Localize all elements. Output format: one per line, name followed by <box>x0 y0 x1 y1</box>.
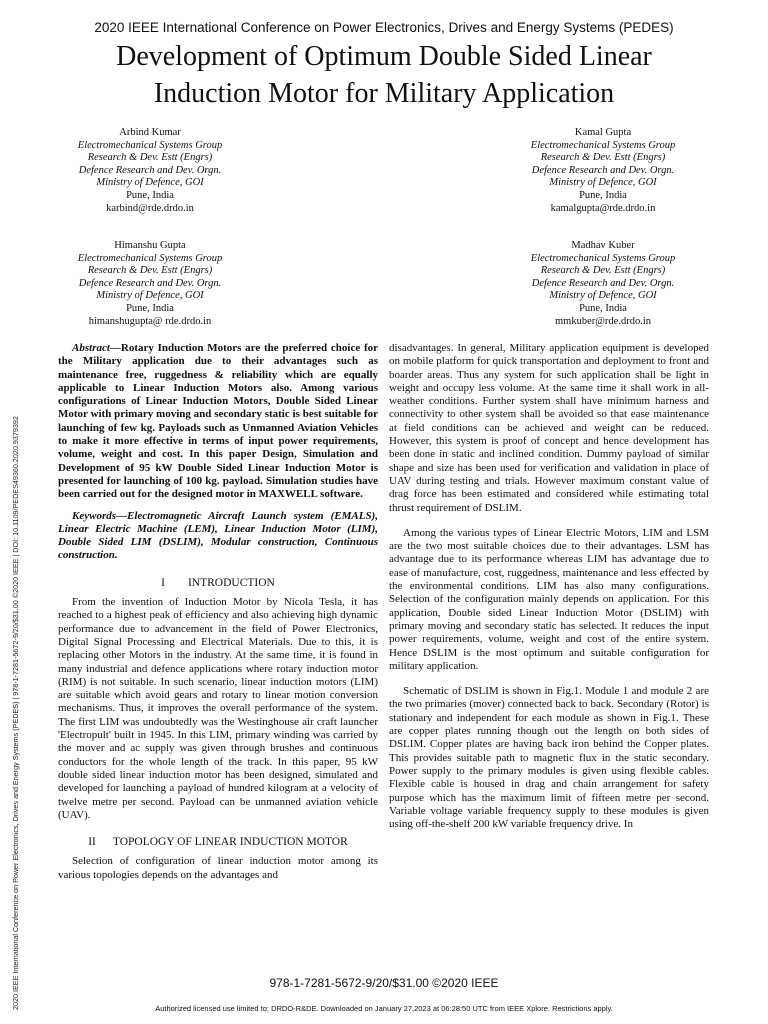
keywords-text: —Electromagnetic Aircraft Launch system (EMALS), Linear Electric Machine (LEM), Linear Induction Motor (LIM), Double Sided LIM (DSLIM), Modular construction, Continuous construction. <box>58 509 378 562</box>
author-email: kamalgupta@rde.drdo.in <box>550 202 656 214</box>
right-paragraph-3: Schematic of DSLIM is shown in Fig.1. Module 1 and module 2 are the two primaries (mover) connected back to back. Secondary (Rotor) is stationary and independent for each module as shown in Fig.1. These are copper plates running though out the length on both sides of DSLIM. Copper plates are having back iron behind the Copper plates. This provides suitable path to magnetic flux in the static secondary. Power supply to the primary modules is given using flexible cables. Flexible cable is housed in drag and chain arrangement for safety purpose which has the maximum limit of fifteen metre per second. Variable voltage variable frequency supply to these modules is given using off-the-shelf 200 kW variable frequency drive. In <box>389 685 709 831</box>
author-affiliation: Defence Research and Dev. Orgn. <box>78 277 222 289</box>
author-name: Himanshu Gupta <box>114 240 186 251</box>
author-city: Pune, India <box>126 302 174 314</box>
author-email: karbind@rde.drdo.in <box>106 202 194 214</box>
author-affiliation: Electromechanical Systems Group <box>530 252 676 264</box>
abstract-text: —Rotary Induction Motors are the preferred choice for the Military application due to their advantages such as maintenance free, ruggedness & reliability which are equally applicable to Linear Induction Motors also. Among various configurations of Linear Induction Motors, Double Sided Linear Motor with primary moving and secondary static is best suitable for launching of few kg. Payloads such as Unmanned Aviation Vehicles to make it more effective in terms of input power requirements, volume, weight and cost. In this paper Design, Simulation and Development of 95 kW Double Sided Linear Induction Motor is presented for launching of 100 kg. payload. Simulation studies have been carried out for the designed motor in MAXWELL software. <box>58 342 378 501</box>
author-city: Pune, India <box>126 189 174 201</box>
author-email: mmkuber@rde.drdo.in <box>555 315 651 327</box>
author-email: himanshugupta@ rde.drdo.in <box>88 315 212 327</box>
title-line-2: Induction Motor for Military Application <box>153 78 615 109</box>
keywords <box>58 510 378 563</box>
right-column <box>389 342 709 831</box>
author-affiliation: Ministry of Defence, GOI <box>96 177 204 189</box>
author-affiliation: Research & Dev. Estt (Engrs) <box>87 265 213 277</box>
keywords-label: Keywords <box>72 509 116 522</box>
doi-sidebar: 2020 IEEE International Conference on Power Electronics, Drives and Energy Systems (PEDES) | 978-1-7281-5672-9/20/$31.00 ©2020 IEEE | DOI: 10.1109/PEDES49360.2020.9379392 <box>11 416 20 1010</box>
paper-title <box>40 38 728 112</box>
author-affiliation: Ministry of Defence, GOI <box>549 290 657 302</box>
abstract <box>58 342 378 502</box>
author-affiliation: Defence Research and Dev. Orgn. <box>531 164 675 176</box>
author-block-3 <box>40 240 260 328</box>
intro-paragraph: From the invention of Induction Motor by Nicola Tesla, it has reached to a highest peak of efficiency and also achieving high dynamic performance due to advancement in the field of Power Electronics, Digital Signal Processing and Electrical Materials. Due to this, it is replacing other Motors in the industry. At the same time, it is found in many industrial and defence applications where rotary induction motor (RIM) is not suitable. In such scenario, linear induction motors (LIM) are suitable which avoid gears and rotary to linear motion conversion mechanisms. Thus, it improves the overall performance of the system. The first LIM was undoubtedly was the Westinghouse air craft launcher 'Electropult' built in 1945. In this LIM, primary winding was carried by the mover and ac supply was given through brushes and continuous conductors for the whole length of the track. In this paper, 95 kW double sided linear induction motor has been designed, simulated and developed for launching a payload of hundred kilogram at a velocity of twelve metre per second. Payload can be unmanned aviation vehicle (UAV). <box>58 596 378 821</box>
right-paragraph-1: disadvantages. In general, Military application equipment is developed on mobile platform for quick transportation and deployment to front and boarder areas. Thus any system for such application shall be light in weight and occupy less volume. At the same time it shall work in all-weather conditions. Further system shall have minimum harness and connectivity to other system shall be avoided so that ease maintenance at field conditions can be achieved and weight can be reduced. However, this system is proof of concept and hence development has been done in static and inclined condition. Dummy payload of similar shape and size has been used for verification and validation in place of UAV during testing and trials. However maximum constant value of drag force has been estimated and considered while estimating total thrust requirement of DSLIM. <box>389 342 709 514</box>
author-affiliation: Research & Dev. Estt (Engrs) <box>540 265 666 277</box>
author-affiliation: Electromechanical Systems Group <box>530 139 676 151</box>
author-affiliation: Electromechanical Systems Group <box>77 252 223 264</box>
author-affiliation: Defence Research and Dev. Orgn. <box>78 164 222 176</box>
author-name: Kamal Gupta <box>574 127 632 138</box>
author-block-1 <box>40 127 260 215</box>
author-affiliation: Ministry of Defence, GOI <box>96 290 204 302</box>
conference-header: 2020 IEEE International Conference on Power Electronics, Drives and Energy Systems (PEDES) <box>94 20 674 35</box>
author-block-2 <box>493 127 713 215</box>
author-affiliation: Research & Dev. Estt (Engrs) <box>87 152 213 164</box>
author-affiliation: Research & Dev. Estt (Engrs) <box>540 152 666 164</box>
author-affiliation: Defence Research and Dev. Orgn. <box>531 277 675 289</box>
copyright-footer: 978-1-7281-5672-9/20/$31.00 ©2020 IEEE <box>269 976 499 990</box>
section-heading-topology: II TOPOLOGY OF LINEAR INDUCTION MOTOR <box>88 836 348 849</box>
right-paragraph-2: Among the various types of Linear Electric Motors, LIM and LSM are the two most suitable choices due to their advantages. LSM has advantage due to its performance whereas LIM has advantage due to ease of manufacture, cost, ruggedness, maintenance and less effected by the environmental conditions. LIM has also many configurations. Selection of the configuration mainly depends on application. For this application, Double sided Linear Induction Motor (DSLIM) with primary moving and secondary static has selected. It reduces the input power requirements, volume, weight and cost of the entire system. Hence DSLIM is the most optimum and suitable configuration for military application. <box>389 526 709 672</box>
author-affiliation: Electromechanical Systems Group <box>77 139 223 151</box>
license-notice: Authorized licensed use limited to: DRDO-R&DE. Downloaded on January 27,2023 at 06:28:50 UTC from IEEE Xplore. Restrictions apply. <box>155 1004 613 1013</box>
topology-paragraph: Selection of configuration of linear induction motor among its various topologies depends on the advantages and <box>58 855 378 881</box>
title-line-1: Development of Optimum Double Sided Linear <box>116 41 652 72</box>
section-heading-introduction: I INTRODUCTION <box>161 576 275 589</box>
left-column <box>58 342 378 882</box>
author-name: Madhav Kuber <box>571 240 635 251</box>
author-block-4 <box>493 240 713 328</box>
author-city: Pune, India <box>579 302 627 314</box>
author-affiliation: Ministry of Defence, GOI <box>549 177 657 189</box>
author-city: Pune, India <box>579 189 627 201</box>
author-name: Arbind Kumar <box>119 127 181 138</box>
abstract-label: Abstract <box>72 342 110 354</box>
